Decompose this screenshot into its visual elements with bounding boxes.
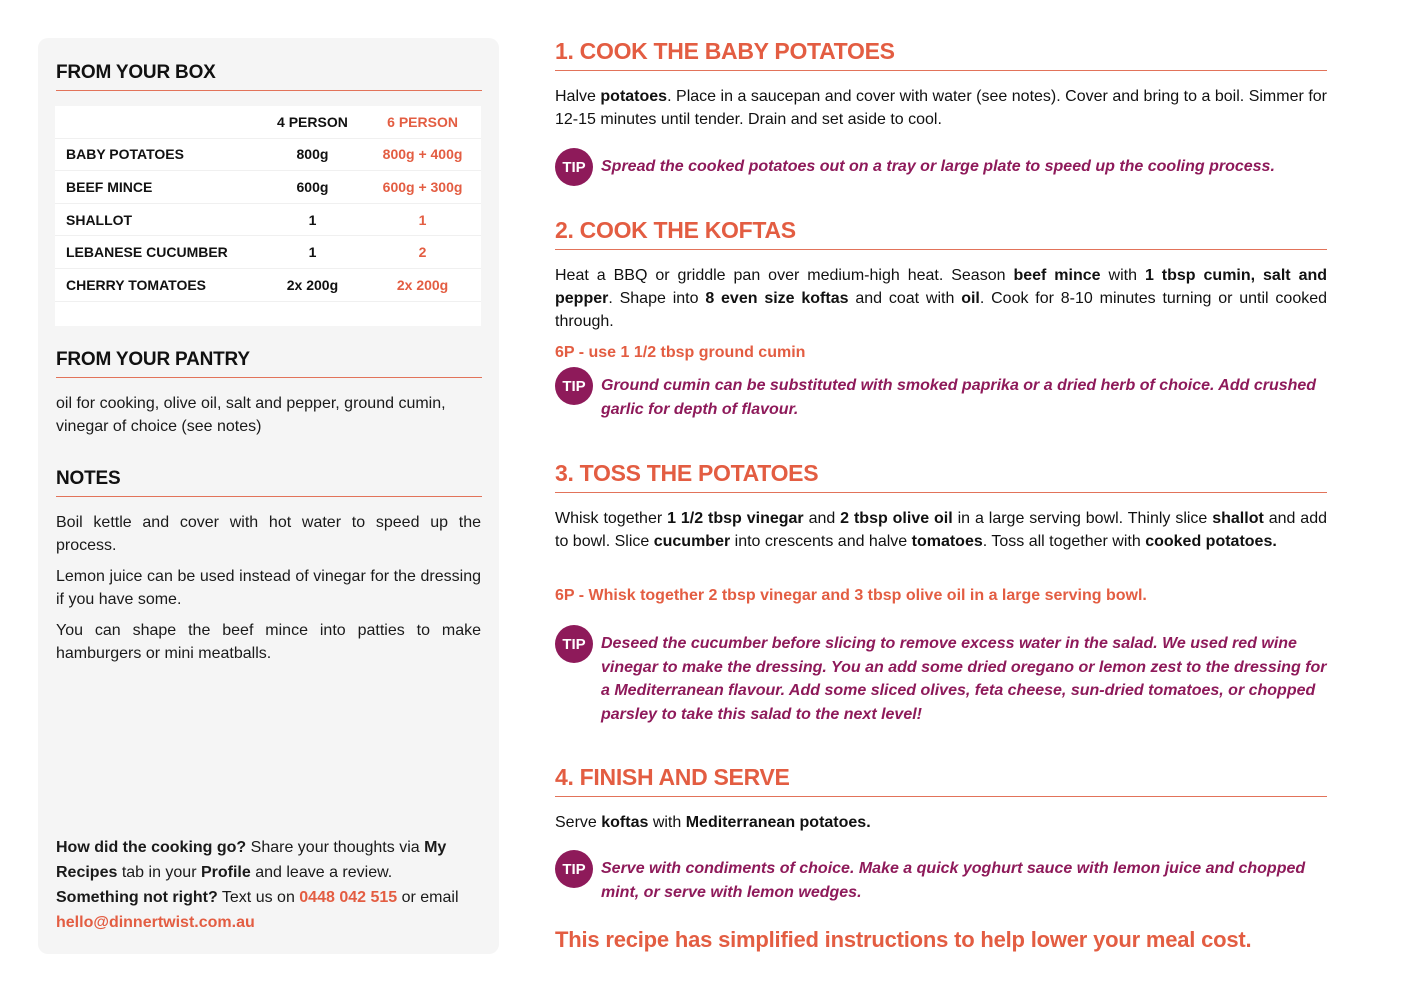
tip-badge-icon: TIP — [555, 367, 593, 405]
table-row — [55, 236, 481, 269]
note-item: You can shape the beef mince into patties to make hamburgers or mini meatballs. — [56, 622, 481, 662]
tip-text: Deseed the cucumber before slicing to remove excess water in the salad. We used red wine vinegar to make the dressing. You an add some dried oregano or lemon zest to the dressing for a Mediterranean flavour. Add some sliced olives, feta cheese, sun-dried tomatoes, or chopped parsley to take this salad to the next level! — [601, 635, 1327, 723]
header-cell-4-person: 4 PERSON — [277, 113, 348, 130]
ingredient-name: BABY POTATOES — [66, 146, 184, 163]
support-question: Something not right? — [56, 889, 218, 906]
body-text: with — [648, 814, 686, 831]
feedback-footer — [56, 835, 486, 935]
tip-text: Ground cumin can be substituted with smoked paprika or a dried herb of choice. Add crushed garlic for depth of flavour. — [601, 377, 1317, 418]
step-4-tip — [555, 857, 1327, 904]
body-text: with — [1100, 267, 1145, 284]
ingredient-4p: 600g — [296, 178, 329, 195]
step-2-body — [555, 264, 1327, 333]
closing-note: This recipe has simplified instructions to help lower your meal cost. — [555, 927, 1252, 952]
feedback-question: How did the cooking go? — [56, 839, 247, 856]
body-text: Serve — [555, 814, 602, 831]
emphasis-text: cucumber — [653, 533, 731, 550]
table-header-row — [55, 106, 481, 139]
my-recipes-label: My Recipes — [56, 839, 447, 881]
ingredient-6p: 2x 200g — [396, 276, 449, 293]
step-1-tip — [555, 155, 1327, 186]
box-section-title: FROM YOUR BOX — [56, 62, 482, 91]
support-text: or email — [397, 889, 459, 906]
emphasis-text: koftas — [601, 814, 649, 831]
ingredient-4p: 2x 200g — [286, 276, 339, 293]
step-3-body — [555, 507, 1327, 553]
notes-list — [56, 511, 481, 673]
body-text: Halve — [555, 88, 601, 105]
emphasis-text: cooked potatoes. — [1145, 533, 1277, 550]
ingredients-panel — [38, 38, 499, 954]
tip-badge-icon: TIP — [555, 850, 593, 888]
table-row — [55, 204, 481, 237]
notes-section-title: NOTES — [56, 468, 482, 497]
emphasis-text: beef mince — [1013, 267, 1101, 284]
pantry-section-title: FROM YOUR PANTRY — [56, 349, 482, 378]
step-3-title: 3. TOSS THE POTATOES — [555, 460, 1327, 493]
step-3-6p-note: 6P - Whisk together 2 tbsp vinegar and 3 tbsp olive oil in a large serving bowl. — [555, 587, 1147, 604]
ingredient-6p: 600g + 300g — [382, 178, 463, 195]
body-text: and coat with — [848, 290, 962, 307]
step-2-title: 2. COOK THE KOFTAS — [555, 217, 1327, 250]
body-text: and add to bowl. Slice — [555, 510, 1328, 550]
ingredient-4p: 800g — [296, 146, 329, 163]
emphasis-text: potatoes — [600, 88, 668, 105]
ingredient-name: CHERRY TOMATOES — [66, 276, 207, 293]
table-row — [55, 139, 481, 172]
body-text: . Toss all together with — [982, 533, 1146, 550]
ingredient-6p: 1 — [418, 211, 427, 228]
ingredient-6p: 800g + 400g — [382, 146, 463, 163]
ingredient-name: BEEF MINCE — [66, 178, 153, 195]
body-text: and — [803, 510, 841, 527]
tip-badge-icon: TIP — [555, 148, 593, 186]
feedback-text: and leave a review. — [250, 864, 393, 881]
tip-text: Spread the cooked potatoes out on a tray or large plate to speed up the cooling process. — [601, 158, 1275, 175]
emphasis-text: 1 1/2 tbsp vinegar — [667, 510, 804, 527]
emphasis-text: shallot — [1212, 510, 1264, 527]
ingredient-name: LEBANESE CUCUMBER — [66, 244, 228, 261]
pantry-text: oil for cooking, olive oil, salt and pepper, ground cumin, vinegar of choice (see notes) — [56, 395, 446, 435]
emphasis-text: 8 even size koftas — [705, 290, 849, 307]
body-text: into crescents and halve — [730, 533, 912, 550]
emphasis-text: Mediterranean potatoes. — [685, 814, 871, 831]
step-4-title: 4. FINISH AND SERVE — [555, 764, 1327, 797]
note-item: Lemon juice can be used instead of vinegar for the dressing if you have some. — [56, 568, 481, 608]
body-text: in a large serving bowl. Thinly slice — [952, 510, 1213, 527]
tip-badge-icon: TIP — [555, 625, 593, 663]
body-text: Whisk together — [555, 510, 668, 527]
ingredient-6p: 2 — [418, 244, 427, 261]
body-text: . Place in a saucepan and cover with water (see notes). Cover and bring to a boil. Simmer for 12-15 minutes until tender. Drain and set aside to cool. — [555, 88, 1327, 128]
profile-label: Profile — [200, 864, 251, 881]
emphasis-text: 1 tbsp cumin, salt and pepper — [555, 267, 1328, 307]
ingredient-name: SHALLOT — [66, 211, 133, 228]
header-cell-6-person: 6 PERSON — [387, 113, 458, 130]
table-row — [55, 171, 481, 204]
step-2-6p-note: 6P - use 1 1/2 tbsp ground cumin — [555, 344, 806, 361]
email-link[interactable]: hello@dinnertwist.com.au — [56, 914, 255, 931]
emphasis-text: 2 tbsp olive oil — [840, 510, 953, 527]
ingredient-4p: 1 — [308, 211, 317, 228]
body-text: . Shape into — [608, 290, 706, 307]
tip-text: Serve with condiments of choice. Make a quick yoghurt sauce with lemon juice and chopped mint, or serve with lemon wedges. — [601, 860, 1306, 901]
table-row — [55, 269, 481, 302]
phone-link[interactable]: 0448 042 515 — [299, 889, 398, 906]
emphasis-text: tomatoes — [911, 533, 983, 550]
feedback-text: Share your thoughts via — [246, 839, 425, 856]
emphasis-text: oil — [961, 290, 980, 307]
step-3-tip — [555, 632, 1327, 726]
support-text: Text us on — [217, 889, 300, 906]
step-1-body — [555, 85, 1327, 131]
step-4-body — [555, 811, 1327, 834]
feedback-text: tab in your — [117, 864, 201, 881]
body-text: Heat a BBQ or griddle pan over medium-high heat. Season — [555, 267, 1014, 284]
step-1-title: 1. COOK THE BABY POTATOES — [555, 38, 1327, 71]
note-item: Boil kettle and cover with hot water to speed up the process. — [56, 514, 481, 554]
body-text: . Cook for 8-10 minutes turning or until cooked through. — [555, 290, 1328, 330]
ingredient-4p: 1 — [308, 244, 317, 261]
step-2-tip — [555, 374, 1327, 421]
ingredients-table — [55, 106, 481, 326]
